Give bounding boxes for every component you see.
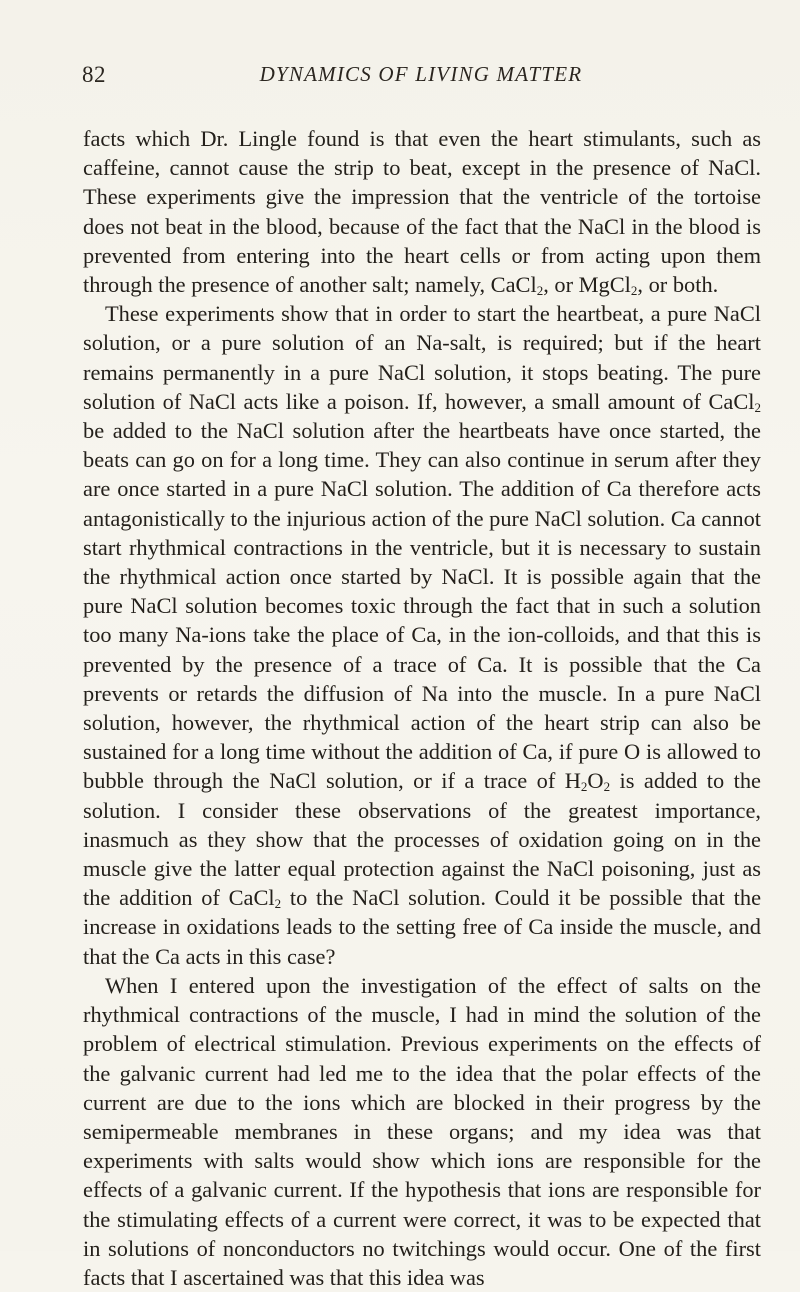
subscript: 2 bbox=[274, 896, 282, 912]
text-run: to the NaCl solution. Could it be possible that the increase in oxidations leads to the setting free of Ca inside the muscle, and that the Ca acts in this case? bbox=[83, 885, 762, 969]
subscript: 2 bbox=[580, 779, 588, 795]
text-run: When I entered upon the investigation of the effect of salts on the rhythmical contractions of the muscle, I had in mind the solution of the problem of electrical stimulation. Previous experiments on the effects of the galvanic current had led me to the idea that the polar effects of the current are due to the ions which are blocked in their progress by the semipermeable membranes in these organs; and my idea was that experiments with salts would show which ions are responsible for the effects of a galvanic current. If the hypothesis that ions are responsible for the stimulating effects of a current were correct, it was to be expected that in solutions of nonconductors no twitchings would occur. One of the first facts that I ascertained was that this idea was bbox=[83, 972, 761, 1290]
paragraph bbox=[83, 124, 761, 299]
body-text bbox=[83, 124, 761, 1292]
text-run: O bbox=[587, 768, 604, 794]
subscript: 2 bbox=[603, 779, 611, 795]
text-run: facts which Dr. Lingle found is that even the heart stimulants, such as caffeine, cannot cause the strip to beat, except in the presence of NaCl. These experiments give the impression that the ventricle of the tortoise does not beat in the blood, because of the fact that the NaCl in the blood is prevented from entering into the heart cells or from acting upon them through the presence of another salt; namely, CaCl bbox=[83, 126, 761, 298]
subscript: 2 bbox=[536, 283, 544, 299]
text-run: These experiments show that in order to start the heartbeat, a pure NaCl solution, or a pure solution of an Na-salt, is required; but if the heart remains permanently in a pure NaCl solution, it stops beating. The pure solution of NaCl acts like a poison. If, however, a small amount of CaCl bbox=[83, 301, 761, 414]
subscript: 2 bbox=[754, 399, 761, 415]
paragraph bbox=[83, 299, 761, 971]
text-run: , or MgCl bbox=[543, 272, 631, 298]
text-run: , or both. bbox=[637, 272, 719, 298]
running-title: DYNAMICS OF LIVING MATTER bbox=[259, 62, 583, 86]
subscript: 2 bbox=[630, 283, 638, 299]
text-run: is added to the solution. I consider these observations of the greatest importance, inasmuch as they show that the processes of oxidation going on in the muscle give the latter equal protection against the NaCl poisoning, just as the addition of CaCl bbox=[83, 768, 761, 911]
paragraph bbox=[83, 971, 761, 1292]
text-run: be added to the NaCl solution after the heartbeats have once started, the beats can go on for a long time. They can also continue in serum after they are once started in a pure NaCl solution. The addition of Ca therefore acts antagonistically to the injurious action of the pure NaCl solution. Ca cannot start rhythmical contractions in the ventricle, but it is necessary to sustain the rhythmical action once started by NaCl. It is possible again that the pure NaCl solution becomes toxic through the fact that in such a solution too many Na-ions take the place of Ca, in the ion-colloids, and that this is prevented by the presence of a trace of Ca. It is possible that the Ca prevents or retards the diffusion of Na into the muscle. In a pure NaCl solution, however, the rhythmical action of the heart strip can also be sustained for a long time without the addition of Ca, if pure O is allowed to bubble through the NaCl solution, or if a trace of H bbox=[83, 418, 761, 794]
running-head bbox=[82, 62, 760, 94]
page-number: 82 bbox=[82, 62, 106, 87]
